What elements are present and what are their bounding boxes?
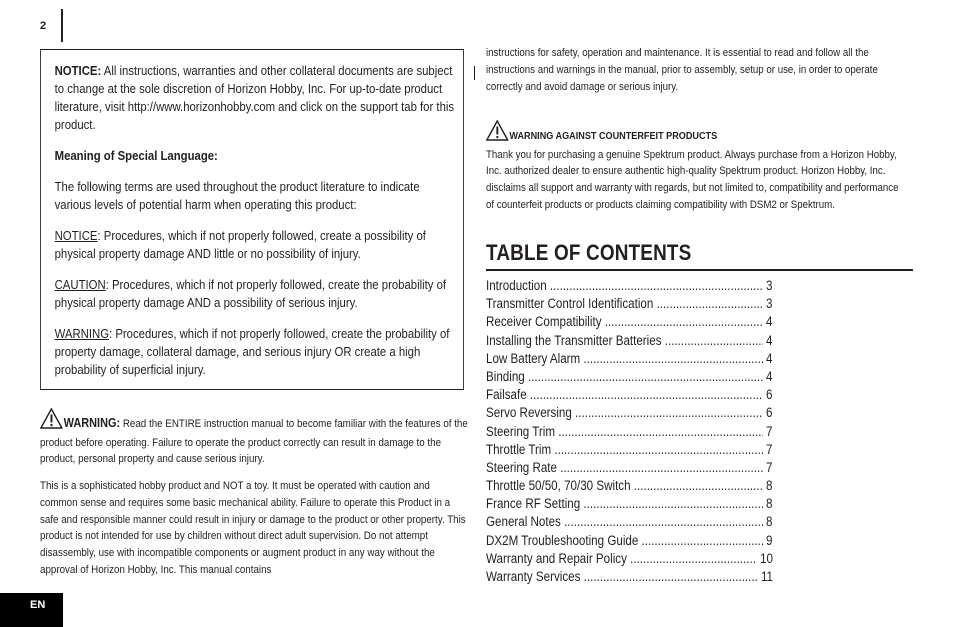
notice-def: : Procedures, which if not properly followed, create a possibility of physical property damage AND little or no possibility of injury. <box>54 228 426 261</box>
table-of-contents <box>486 277 773 586</box>
toc-entry-page: 4 <box>766 332 773 348</box>
warning-text: Read the ENTIRE instruction manual to become familiar with the features of the product before operating. Failure to operate the product correctly can result in damage to the product, personal property and cause serious injury. <box>40 418 468 466</box>
caution-term: CAUTION <box>54 277 106 292</box>
notice-term: NOTICE <box>54 228 98 243</box>
toc-entry-label: Low Battery Alarm <box>486 350 581 366</box>
toc-entry[interactable] <box>486 350 773 368</box>
toc-entry-page: 3 <box>766 296 773 312</box>
language-tab: EN <box>0 593 63 627</box>
toc-entry[interactable] <box>486 568 773 586</box>
warning-definition <box>55 325 455 379</box>
counterfeit-text: Thank you for purchasing a genuine Spektrum product. Always purchase from a Horizon Hobby, Inc. authorized dealer to ensure authentic high-quality Spektrum product. Horizon Hobby, Inc. disclaims all support and warranty with regards, but not limited to, compatibility and performance of counterfeit products or products claiming compatibility with DSM2 or Spektrum. <box>486 148 899 211</box>
toc-entry-label: Transmitter Control Identification <box>486 296 654 312</box>
toc-entry-label: Receiver Compatibility <box>486 314 602 330</box>
toc-entry-page: 8 <box>766 514 773 530</box>
toc-entry-label: Introduction <box>486 278 547 293</box>
notice-box <box>40 49 464 390</box>
toc-entry[interactable] <box>486 532 773 550</box>
toc-entry-page: 8 <box>766 496 773 512</box>
toc-entry-page: 4 <box>766 314 773 330</box>
warning-paragraph <box>40 408 469 468</box>
toc-entry-page: 6 <box>766 405 773 421</box>
toc-entry[interactable] <box>486 513 773 531</box>
toc-entry-page: 9 <box>766 532 773 548</box>
notice-label: NOTICE: <box>54 63 102 78</box>
toc-entry-label: Warranty and Repair Policy <box>486 550 627 566</box>
meaning-heading: Meaning of Special Language: <box>54 148 218 163</box>
toc-entry-label: Throttle 50/50, 70/30 Switch <box>486 478 631 494</box>
toc-entry[interactable] <box>486 313 773 331</box>
toc-entry[interactable] <box>486 277 773 295</box>
toc-entry-page: 8 <box>766 478 773 494</box>
toc-entry[interactable] <box>486 386 773 404</box>
toc-entry[interactable] <box>486 441 773 459</box>
toc-entry-page: 11 <box>760 569 773 584</box>
toc-entry-page: 4 <box>766 368 773 384</box>
warning-label: WARNING: <box>63 416 121 430</box>
toc-entry-label: Failsafe <box>486 387 527 403</box>
toc-entry-label: Binding <box>486 368 525 384</box>
toc-entry-page: 6 <box>766 387 773 403</box>
toc-entry-label: Throttle Trim <box>486 441 552 457</box>
warning-term: WARNING <box>54 326 110 341</box>
caution-definition <box>55 276 455 312</box>
special-language-intro: The following terms are used throughout the product literature to indicate various levels of potential harm when operating this product: <box>54 179 420 212</box>
toc-entry[interactable] <box>486 550 773 568</box>
warning-section <box>40 408 469 588</box>
warning-triangle-icon <box>486 120 509 147</box>
toc-entry-label: Installing the Transmitter Batteries <box>486 332 662 348</box>
counterfeit-warning <box>486 120 902 214</box>
toc-entry-page: 3 <box>766 278 773 293</box>
caution-def: : Procedures, which if not properly followed, create the probability of physical property damage AND a possibility of serious injury. <box>54 277 447 310</box>
continued-text: instructions for safety, operation and maintenance. It is essential to read and follow all the instructions and warnings in the manual, prior to assembly, setup or use, in order to operate correctly and avoid damage or serious injury. <box>486 47 878 93</box>
notice-definition <box>55 227 455 263</box>
toc-entry-label: Steering Rate <box>486 459 558 475</box>
page-number-divider <box>61 9 63 42</box>
notice-text: All instructions, warranties and other collateral documents are subject to change at the sole discretion of Horizon Hobby, Inc. For up-to-date product literature, visit http://www.horizonhobby.com and click on the support tab for this product. <box>54 63 455 132</box>
toc-entry-label: Warranty Services <box>486 569 581 584</box>
toc-entry[interactable] <box>486 423 773 441</box>
toc-entry-page: 4 <box>766 350 773 366</box>
toc-entry[interactable] <box>486 477 773 495</box>
toc-entry-label: DX2M Troubleshooting Guide <box>486 532 639 548</box>
toc-entry-label: General Notes <box>486 514 561 530</box>
toc-entry[interactable] <box>486 459 773 477</box>
column-divider <box>474 66 475 80</box>
notice-paragraph <box>55 62 455 134</box>
toc-entry[interactable] <box>486 295 773 313</box>
toc-entry[interactable] <box>486 332 773 350</box>
toc-entry[interactable] <box>486 495 773 513</box>
warning-def: : Procedures, which if not properly followed, create the probability of property damage, collateral damage, and serious injury OR create a high probability of superficial injury. <box>54 326 450 377</box>
toc-entry-page: 7 <box>766 459 773 475</box>
toc-title: TABLE OF CONTENTS <box>486 240 692 265</box>
toc-entry-page: 7 <box>766 423 773 439</box>
hobby-product-paragraph: This is a sophisticated hobby product and NOT a toy. It must be operated with caution and common sense and requires some basic mechanical ability. Failure to operate this Product in a safe and responsible manner could result in injury or damage to the product or other property. This product is not intended for use by children without direct adult supervision. Do not attempt disassembly, use with incompatible components or augment product in any way without the approval of Horizon Hobby, Inc. This manual contains <box>40 480 466 576</box>
counterfeit-heading <box>486 120 902 147</box>
counterfeit-title: WARNING AGAINST COUNTERFEIT PRODUCTS <box>509 130 718 142</box>
warning-triangle-icon <box>40 408 63 435</box>
page-number: 2 <box>40 20 47 32</box>
toc-entry-label: Servo Reversing <box>486 405 572 421</box>
toc-entry-page: 10 <box>760 550 773 566</box>
toc-entry-label: France RF Setting <box>486 496 581 512</box>
toc-entry-page: 7 <box>766 441 773 457</box>
toc-entry[interactable] <box>486 368 773 386</box>
toc-rule <box>486 269 913 271</box>
toc-entry-label: Steering Trim <box>486 423 556 439</box>
toc-entry[interactable] <box>486 404 773 422</box>
